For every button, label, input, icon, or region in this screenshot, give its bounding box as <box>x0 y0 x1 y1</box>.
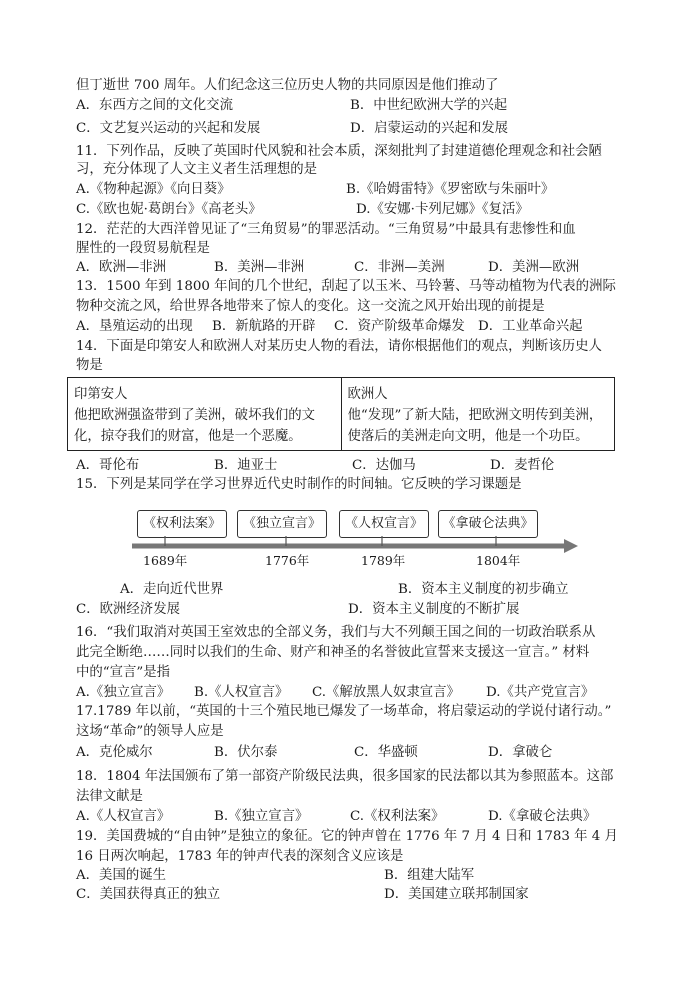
timeline-year: 1789年 <box>361 553 406 568</box>
text-line: 中的“宣言”是指 <box>76 665 171 680</box>
option-d: D.《共产党宣言》 <box>486 685 595 700</box>
option-a: A．哥伦布 <box>76 458 140 473</box>
text-line: 但丁逝世 700 周年。人们纪念这三位历史人物的共同原因是他们推动了 <box>76 78 499 93</box>
option-c: C.《权利法案》 <box>350 809 445 824</box>
timeline-label: 《人权宣言》 <box>339 510 429 538</box>
text-line: 16．“我们取消对英国王室效忠的全部义务，我们与大不列颠王国之间的一切政治联系从 <box>76 625 596 640</box>
text-line: 物种交流之风，给世界各地带来了惊人的变化。这一交流之风开始出现的前提是 <box>76 299 545 314</box>
option-b: B．迪亚士 <box>214 458 278 473</box>
option-d: D．资本主义制度的不断扩展 <box>348 602 520 617</box>
option-b: B.《哈姆雷特》《罗密欧与朱丽叶》 <box>346 182 555 197</box>
option-b: B.《独立宣言》 <box>214 809 309 824</box>
cell-text: 使落后的美洲走向文明，他是一个功臣。 <box>347 429 589 444</box>
option-c: C．非洲—美洲 <box>354 260 445 275</box>
option-c: C．资产阶级革命爆发 <box>334 319 465 334</box>
cell-heading: 欧洲人 <box>347 387 388 402</box>
option-b: B．资本主义制度的初步确立 <box>398 582 569 597</box>
text-line: 13．1500 年到 1800 年间的几个世纪，刮起了以玉米、马铃薯、马等动植物为代表的洲际 <box>76 279 616 294</box>
text-line: 14．下面是印第安人和欧洲人对某历史人物的看法，请你根据他们的观点，判断该历史人 <box>76 339 602 354</box>
option-c: C.《欧也妮·葛朗台》《高老头》 <box>76 202 262 217</box>
text-line: 12．茫茫的大西洋曾见证了“三角贸易”的罪恶活动。“三角贸易”中最具有悲惨性和血 <box>76 222 576 237</box>
cell-text: 他“发现”了新大陆，把欧洲文明传到美洲， <box>347 408 603 423</box>
timeline-label: 《权利法案》 <box>137 510 227 538</box>
option-a: A．克伦威尔 <box>76 745 153 760</box>
option-c: C．美国获得真正的独立 <box>76 887 221 902</box>
option-a: A．欧洲—非洲 <box>76 260 167 275</box>
text-line: 习，充分体现了人文主义者生活理想的是 <box>76 162 318 177</box>
option-a: A．美国的诞生 <box>76 868 167 883</box>
timeline-year: 1776年 <box>265 553 310 568</box>
option-d: D．麦哲伦 <box>490 458 555 473</box>
option-a: A．走向近代世界 <box>120 582 224 597</box>
text-line: 腥性的一段贸易航程是 <box>76 241 210 256</box>
option-b: B.《人权宣言》 <box>194 685 289 700</box>
option-d: D.《安娜·卡列尼娜》《复活》 <box>356 202 529 217</box>
option-a: A．垦殖运动的出现 <box>76 319 193 334</box>
text-line: 11．下列作品，反映了英国时代风貌和社会本质，深刻批判了封建道德伦理观念和社会陋 <box>76 144 602 159</box>
option-d: D．美国建立联邦制国家 <box>384 887 529 902</box>
text-line: 16 日两次响起，1783 年的钟声代表的深刻含义应该是 <box>76 849 404 864</box>
text-line: 17.1789 年以前，“英国的十三个殖民地已爆发了一场革命，将启蒙运动的学说付诸行动。” <box>76 704 612 719</box>
text-line: 此完全断绝……同时以我们的生命、财产和神圣的名誉彼此宣誓来支援这一宣言。” 材料 <box>76 645 590 660</box>
option-b: B．组建大陆军 <box>384 868 475 883</box>
option-d: D.《拿破仑法典》 <box>488 809 597 824</box>
timeline-label: 《独立宣言》 <box>237 510 327 538</box>
option-a: A.《物种起源》《向日葵》 <box>76 182 231 197</box>
option-b: B．中世纪欧洲大学的兴起 <box>350 98 508 113</box>
option-b: B．伏尔泰 <box>214 745 278 760</box>
option-c: C．欧洲经济发展 <box>76 602 180 617</box>
option-d: D．拿破仑 <box>488 745 553 760</box>
timeline-year: 1804年 <box>476 553 521 568</box>
text-line: 物是 <box>76 358 103 373</box>
text-line: 法律文献是 <box>76 789 143 804</box>
text-line: 15．下列是某同学在学习世界近代史时制作的时间轴。它反映的学习课题是 <box>76 477 522 492</box>
option-b: B．新航路的开辟 <box>212 319 316 334</box>
text-line: 19．美国费城的“自由钟”是独立的象征。它的钟声曾在 1776 年 7 月 4 日和 1783 年 4 月 <box>76 829 618 844</box>
option-d: D．启蒙运动的兴起和发展 <box>350 121 509 136</box>
option-d: D．工业革命兴起 <box>478 319 583 334</box>
option-c: C．达伽马 <box>352 458 416 473</box>
option-a: A．东西方之间的文化交流 <box>76 98 233 113</box>
option-a: A.《人权宣言》 <box>76 809 171 824</box>
text-line: 18．1804 年法国颁布了第一部资产阶级民法典，很多国家的民法都以其为参照蓝本。这部 <box>76 769 614 784</box>
option-c: C．文艺复兴运动的兴起和发展 <box>76 121 261 136</box>
text-line: 这场“革命”的领导人应是 <box>76 724 224 739</box>
timeline-year: 1689年 <box>143 553 188 568</box>
cell-heading: 印第安人 <box>74 387 128 402</box>
option-c: C.《解放黑人奴隶宣言》 <box>312 685 460 700</box>
option-d: D．美洲—欧洲 <box>488 260 580 275</box>
timeline-label: 《拿破仑法典》 <box>438 510 538 538</box>
option-a: A.《独立宣言》 <box>76 685 171 700</box>
option-c: C．华盛顿 <box>354 745 418 760</box>
option-b: B．美洲—非洲 <box>214 260 305 275</box>
cell-text: 他把欧洲强盗带到了美洲，破坏我们的文 <box>74 408 316 423</box>
cell-text: 化，掠夺我们的财富，他是一个恶魔。 <box>74 429 302 444</box>
